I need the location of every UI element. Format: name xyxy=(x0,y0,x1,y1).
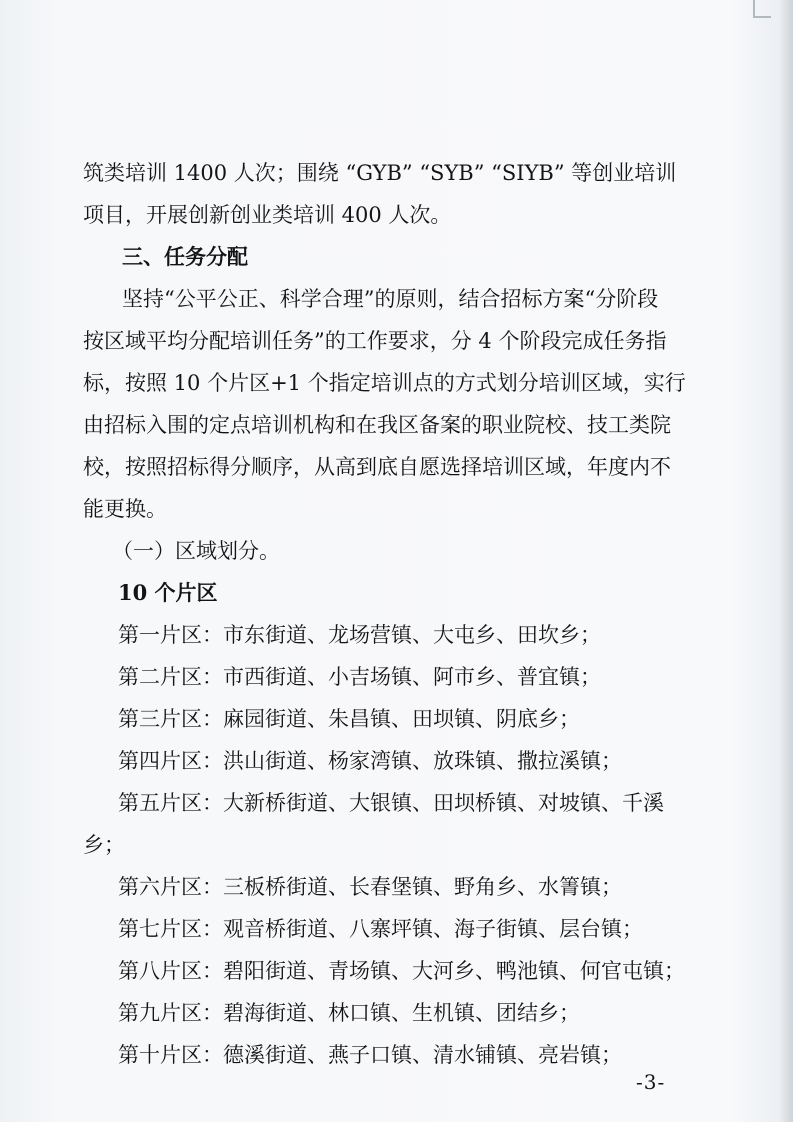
paragraph-line: 按区域平均分配培训任务”的工作要求，分 4 个阶段完成任务指 xyxy=(83,329,667,353)
paragraph-line: 校，按照招标得分顺序，从高到底自愿选择培训区域，年度内不 xyxy=(83,455,671,479)
paragraph-line: 标，按照 10 个片区+1 个指定培训点的方式划分培训区域，实行 xyxy=(83,371,686,395)
zone-item: 第十片区：德溪街道、燕子口镇、清水铺镇、亮岩镇； xyxy=(118,1043,622,1067)
zone-item: 第九片区：碧海街道、林口镇、生机镇、团结乡； xyxy=(118,1001,580,1025)
section-heading: 三、任务分配 xyxy=(122,244,248,269)
page-edge-shadow xyxy=(779,0,793,1122)
paragraph-line: 由招标入围的定点培训机构和在我区备案的职业院校、技工类院 xyxy=(83,413,671,437)
zone-item: 第六片区：三板桥街道、长春堡镇、野角乡、水箐镇； xyxy=(118,875,622,899)
zone-item: 第八片区：碧阳街道、青场镇、大河乡、鸭池镇、何官屯镇； xyxy=(118,959,685,983)
zone-item: 第二片区：市西街道、小吉场镇、阿市乡、普宜镇； xyxy=(118,665,601,689)
zone-item: 第五片区：大新桥街道、大银镇、田坝桥镇、对坡镇、千溪 xyxy=(118,791,664,815)
paragraph-line: 能更换。 xyxy=(83,497,167,521)
subsection-heading: （一）区域划分。 xyxy=(112,539,280,563)
page-number: -3- xyxy=(636,1070,666,1094)
paragraph-line: 项目，开展创新创业类培训 400 人次。 xyxy=(83,203,452,227)
zone-item-continuation: 乡； xyxy=(83,833,125,857)
paragraph-line: 筑类培训 1400 人次；围绕 “GYB” “SYB” “SIYB” 等创业培训 xyxy=(83,161,677,185)
zone-item: 第七片区：观音桥街道、八寨坪镇、海子街镇、层台镇； xyxy=(118,917,643,941)
zone-item: 第一片区：市东街道、龙场营镇、大屯乡、田坎乡； xyxy=(118,623,601,647)
zone-item: 第三片区：麻园街道、朱昌镇、田坝镇、阴底乡； xyxy=(118,707,580,731)
zones-heading: 10 个片区 xyxy=(118,580,218,605)
corner-fold-mark xyxy=(753,0,771,18)
paragraph-line: 坚持“公平公正、科学合理”的原则，结合招标方案“分阶段 xyxy=(122,287,659,311)
zone-item: 第四片区：洪山街道、杨家湾镇、放珠镇、撒拉溪镇； xyxy=(118,749,622,773)
